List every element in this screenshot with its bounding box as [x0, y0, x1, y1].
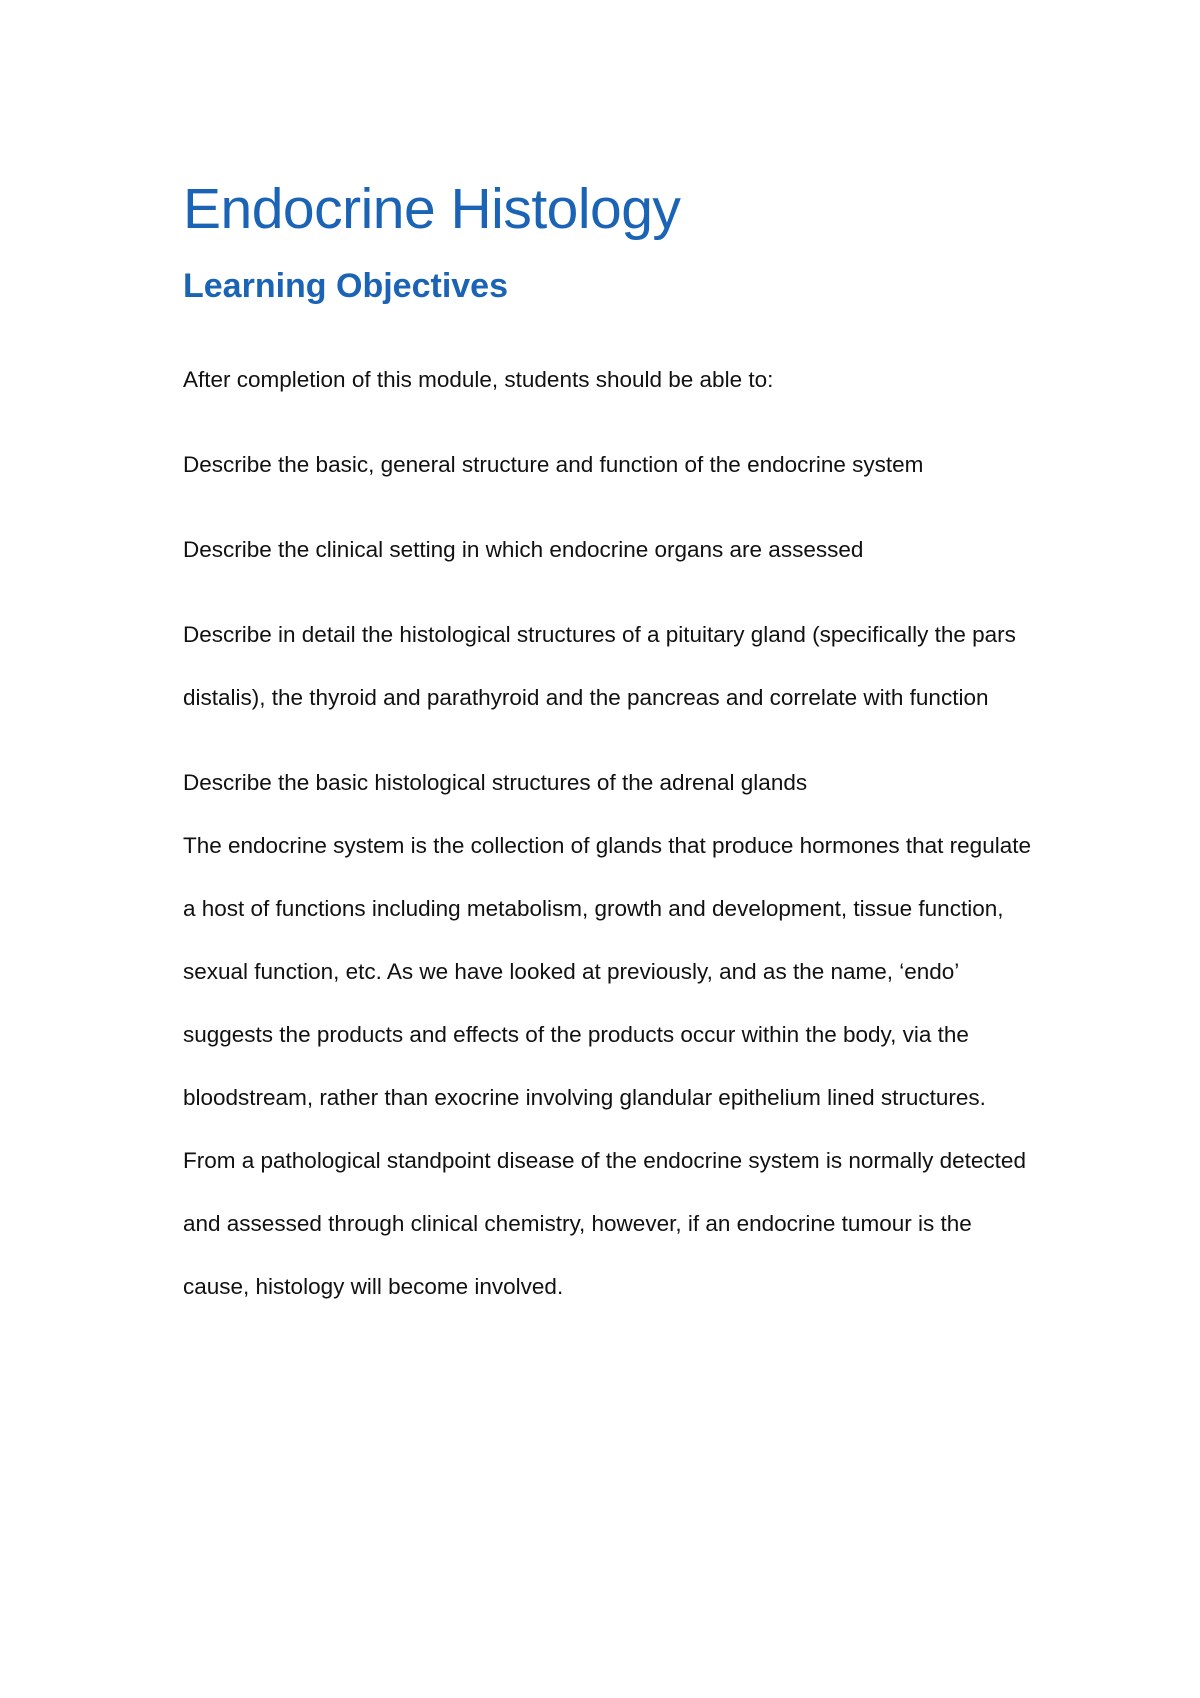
objective-item: Describe the clinical setting in which endocrine organs are assessed	[183, 537, 864, 562]
intro-paragraph: After completion of this module, students should be able to:	[183, 367, 774, 392]
objective-item: Describe the basic histological structures of the adrenal glands	[183, 770, 808, 795]
document-content	[183, 170, 1043, 1318]
objective-item: Describe the basic, general structure and function of the endocrine system	[183, 452, 924, 477]
objective-item: Describe in detail the histological structures of a pituitary gland (specifically the pars distalis), the thyroid and parathyroid and the pancreas and correlate with function	[183, 622, 1016, 710]
body-paragraph: The endocrine system is the collection of glands that produce hormones that regulate a host of functions including metabolism, growth and development, tissue function, sexual function, etc. As we have looked at previously, and as the name, ‘endo’ suggests the products and effects of the products occur within the body, via the bloodstream, rather than exocrine involving glandular epithelium lined structures. From a pathological standpoint disease of the endocrine system is normally detected and assessed through clinical chemistry, however, if an endocrine tumour is the cause, histology will become involved.	[183, 833, 1031, 1299]
document-title: Endocrine Histology	[183, 177, 681, 241]
section-heading-learning-objectives: Learning Objectives	[183, 267, 508, 305]
objectives-list	[183, 433, 1043, 814]
